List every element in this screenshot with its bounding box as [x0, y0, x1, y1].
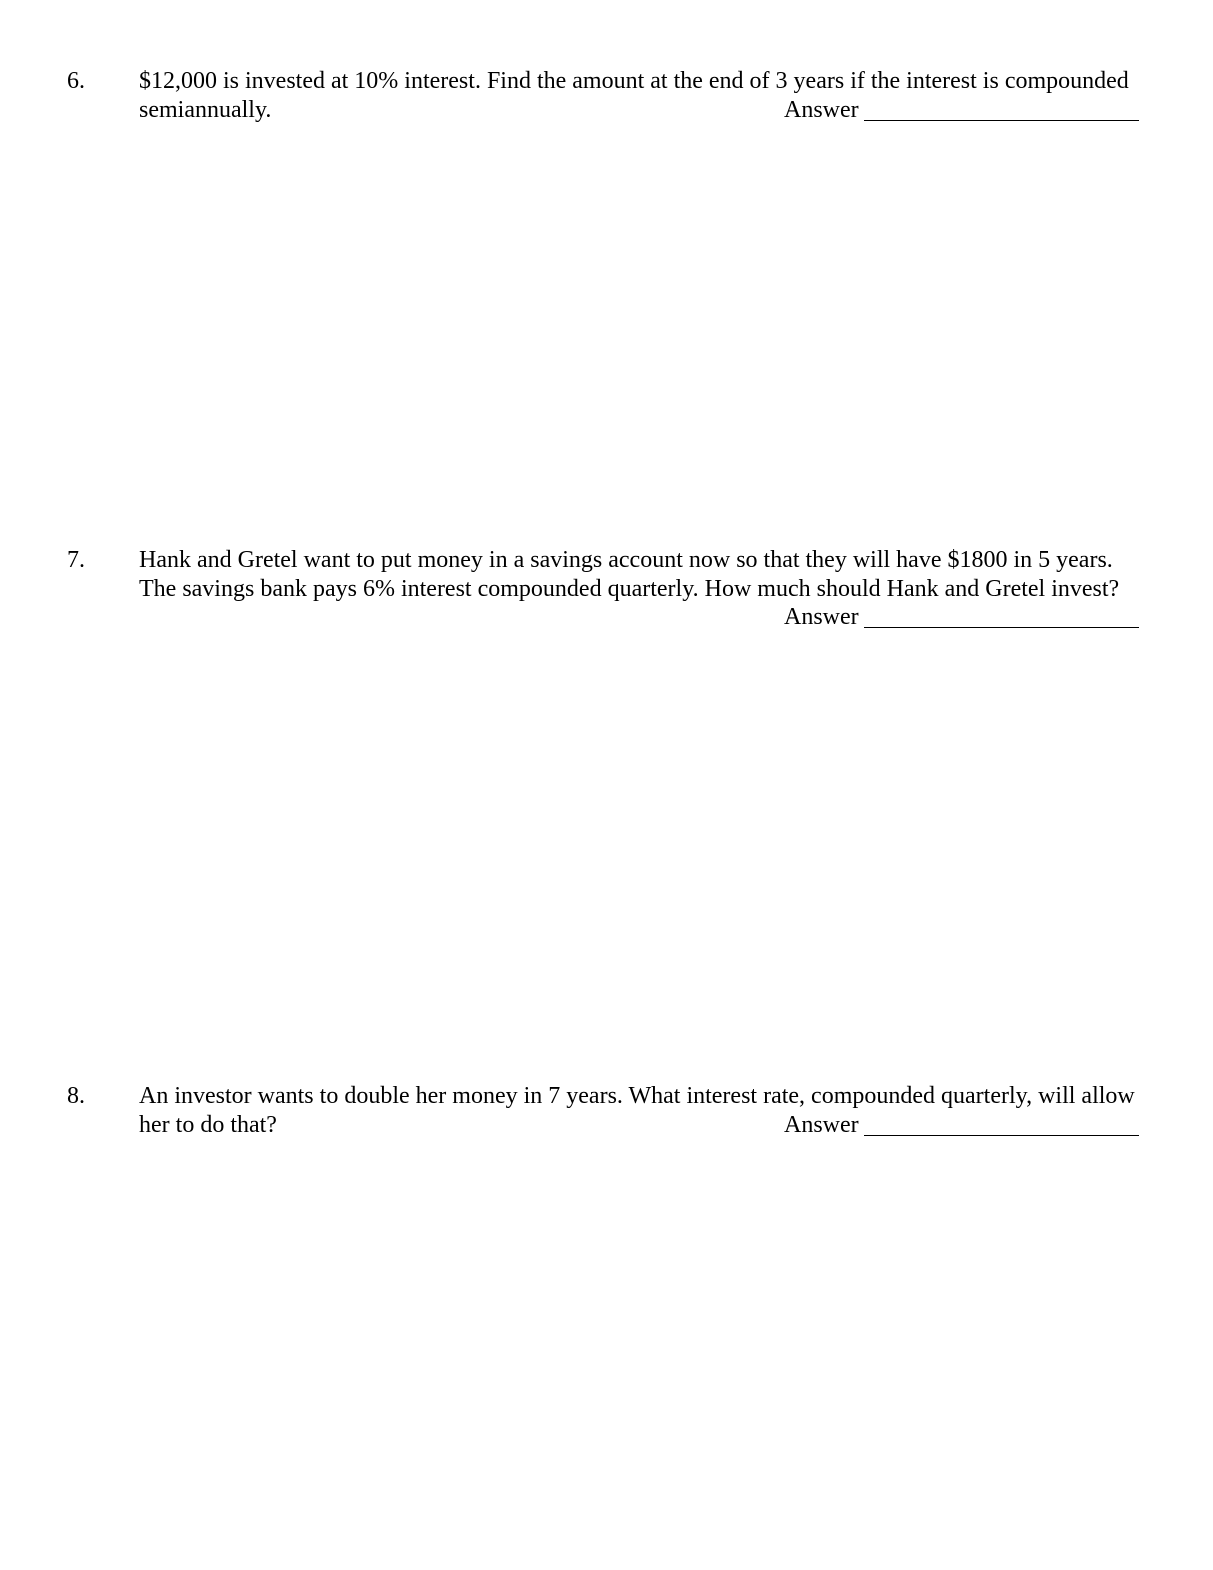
- answer-blank[interactable]: [864, 120, 1139, 121]
- answer-label: Answer: [784, 1111, 859, 1138]
- problem-text-line: An investor wants to double her money in 7 years. What interest rate, compounded quarterly, will allow: [139, 1083, 1135, 1109]
- problem-number: 6.: [67, 68, 85, 94]
- problem-text-line: her to do that?: [139, 1111, 277, 1138]
- problem-text-line: semiannually.: [139, 96, 272, 123]
- problem-number: 7.: [67, 547, 85, 573]
- problem-text-line: The savings bank pays 6% interest compounded quarterly. How much should Hank and Gretel invest?: [139, 575, 1120, 602]
- problem-text: [139, 1082, 1149, 1139]
- answer-label: Answer: [784, 604, 859, 630]
- answer-row: [784, 603, 859, 632]
- problem-text: [139, 546, 1149, 603]
- problem-number: 8.: [67, 1083, 85, 1109]
- problem-text-line: Hank and Gretel want to put money in a savings account now so that they will have $1800 in 5 years.: [139, 547, 1113, 573]
- answer-label: Answer: [784, 96, 859, 123]
- problem-text-line: $12,000 is invested at 10% interest. Find the amount at the end of 3 years if the interest is compounded: [139, 68, 1129, 94]
- answer-row: [784, 1111, 859, 1140]
- answer-blank[interactable]: [864, 1135, 1139, 1136]
- problem-text: [139, 67, 1149, 124]
- answer-blank[interactable]: [864, 627, 1139, 628]
- answer-row: [784, 96, 859, 125]
